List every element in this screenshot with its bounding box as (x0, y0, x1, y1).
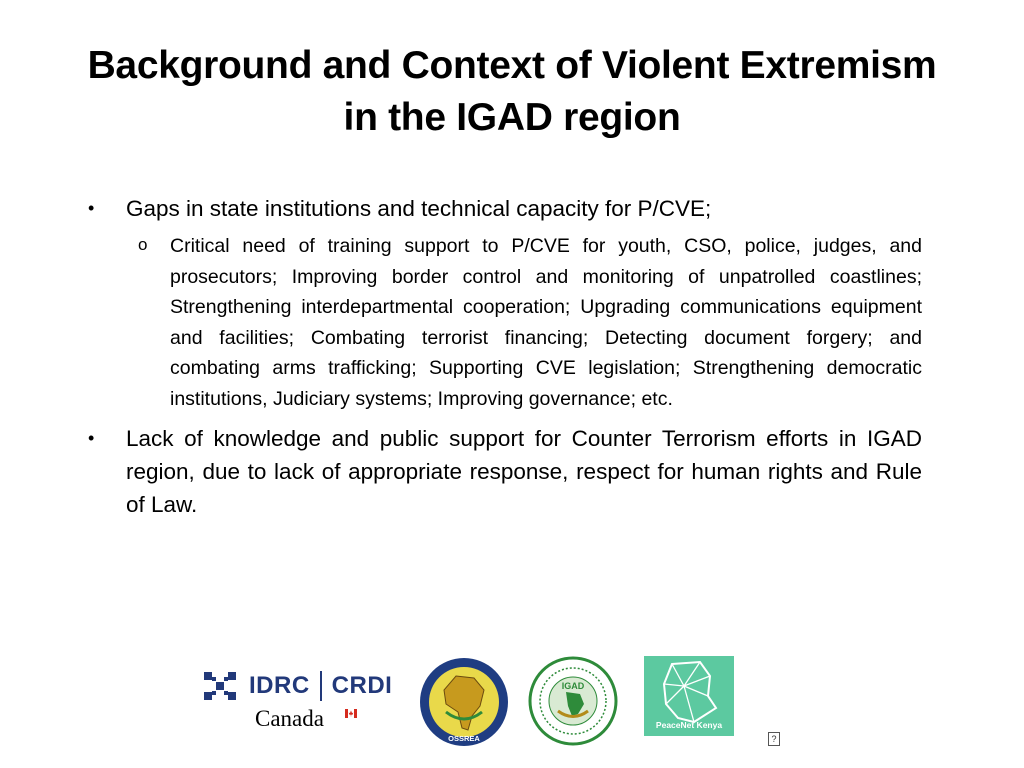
igad-logo (528, 656, 618, 746)
idrc-emblem-icon (203, 671, 237, 701)
bullet-text: Gaps in state institutions and technical capacity for P/CVE; (126, 196, 712, 221)
slide-content (88, 192, 922, 521)
bullet-mark: • (88, 428, 95, 448)
peacenet-kenya-logo (644, 656, 734, 736)
sub-bullet-text: Critical need of training support to P/CVE for youth, CSO, police, judges, and prosecutors; Improving border control and monitoring of unpatrolled coastlines; Strengthening interdepartmental cooperation; Upgrading communications equipment and facilities; Combating terrorist financing; Detecting document forgery; and combating arms trafficking; Supporting CVE legislation; Strengthening democratic institutions, Judiciary systems; Improving governance; etc. (170, 235, 922, 410)
canada-wordmark (255, 706, 408, 732)
ossrea-label: OSSREA (448, 734, 480, 743)
bullet-mark: • (88, 198, 95, 218)
peacenet-label: PeaceNet Kenya (655, 720, 723, 730)
idrc-label: IDRC (249, 672, 310, 699)
ossrea-logo (418, 656, 510, 748)
page-number-placeholder: ? (768, 732, 780, 746)
slide-title-line-1: Background and Context of Violent Extremism (87, 44, 937, 87)
sub-bullet-item (88, 231, 922, 414)
slide-title (60, 40, 964, 144)
canada-flag-icon (345, 709, 357, 718)
crdi-label: CRDI (331, 672, 393, 699)
slide-title-line-2: in the IGAD region (343, 96, 681, 139)
igad-label: IGAD (561, 681, 585, 691)
bullet-item (88, 422, 922, 521)
canada-label: Canada (255, 706, 324, 731)
idrc-crdi-canada-logo (203, 668, 408, 738)
bullet-text: Lack of knowledge and public support for Counter Terrorism efforts in IGAD region, due to lack of appropriate response, respect for human rights and Rule of Law. (126, 426, 922, 517)
bullet-item (88, 192, 922, 225)
idrc-divider (320, 671, 322, 701)
partner-logos (0, 650, 1024, 750)
sub-bullet-mark: o (138, 235, 148, 254)
